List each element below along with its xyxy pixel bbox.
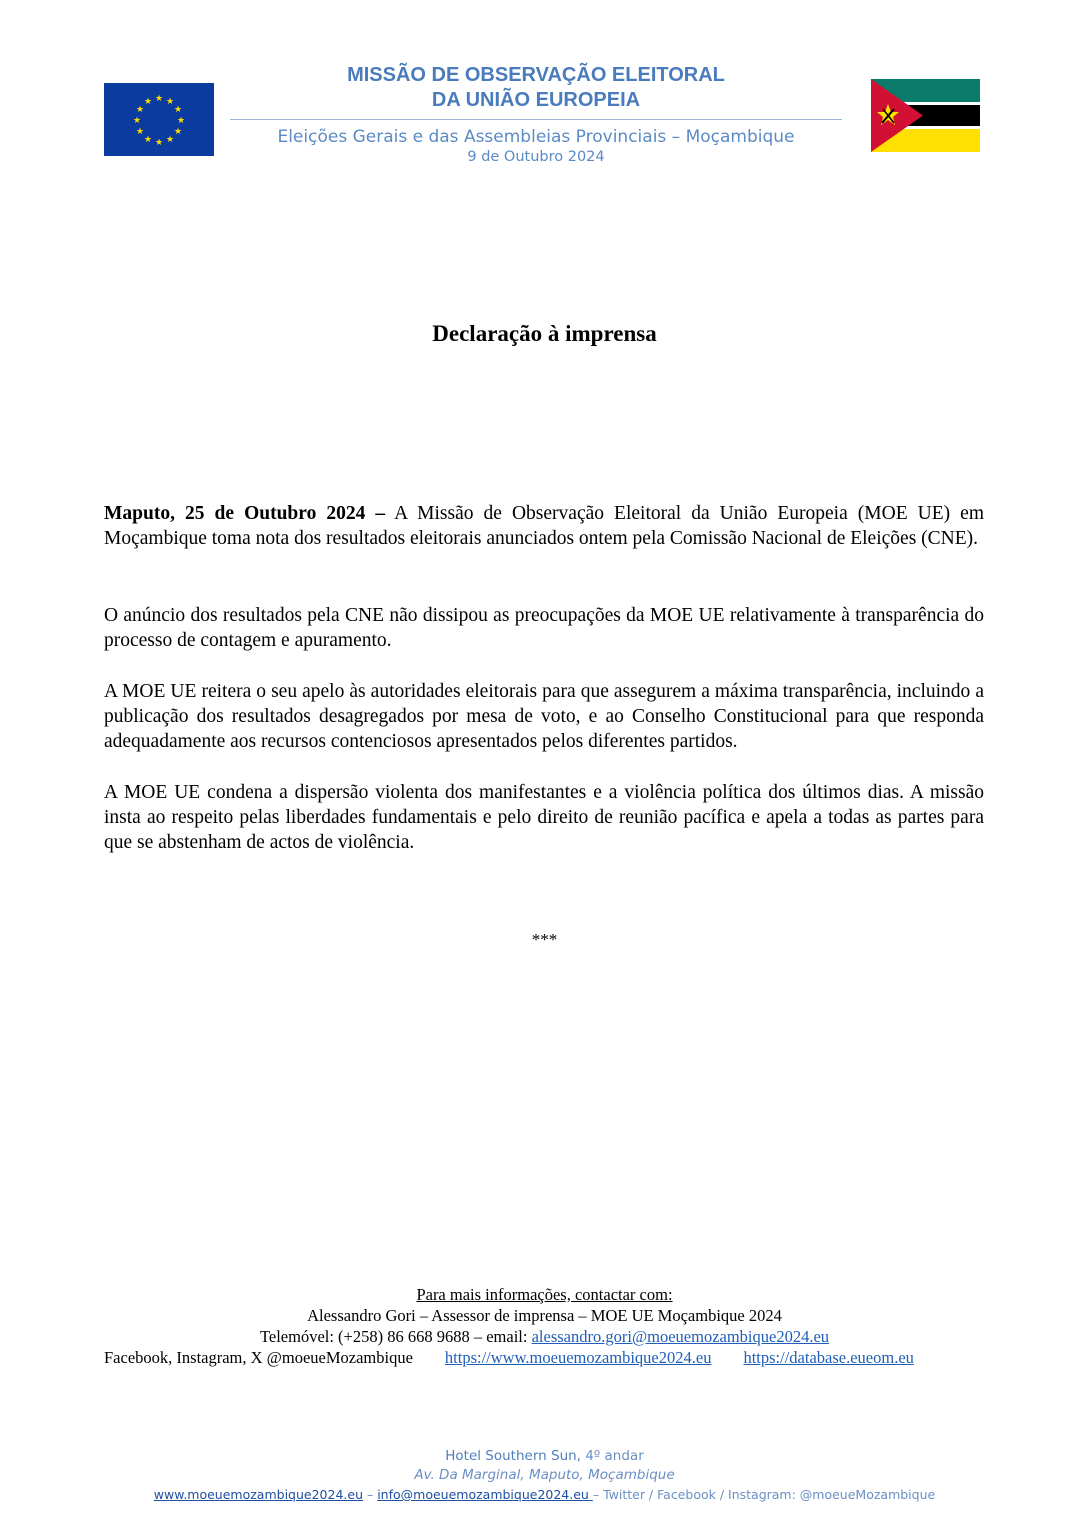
contact-phone-line: [0, 1326, 1089, 1347]
website-link[interactable]: https://www.moeuemozambique2024.eu: [444, 1348, 712, 1367]
mission-title-line1: MISSÃO DE OBSERVAÇÃO ELEITORAL: [347, 64, 725, 86]
election-subtitle: Eleições Gerais e das Assembleias Provinciais – Moçambique: [277, 127, 795, 147]
svg-text:★: ★: [135, 105, 145, 115]
election-date: 9 de Outubro 2024: [467, 149, 605, 165]
footer-social: Twitter / Facebook / Instagram: @moeueMozambique: [603, 1487, 936, 1502]
footer-address: Av. Da Marginal, Maputo, Moçambique: [414, 1467, 675, 1483]
contact-email-link[interactable]: alessandro.gori@moeuemozambique2024.eu: [531, 1327, 830, 1346]
mozambique-flag-logo: [871, 79, 980, 152]
paragraph-3: A MOE UE reitera o seu apelo às autoridades eleitorais para que assegurem a máxima transparência, incluindo a publicação dos resultados desagregados por mesa de voto, e ao Conselho Constitucional para que responda adequadamente aos recursos contenciosos apresentados pelos diferentes partidos.: [104, 681, 984, 752]
svg-text:★: ★: [173, 105, 183, 115]
mozambique-flag-icon: [871, 79, 980, 152]
footer-floor: 4º andar: [580, 1448, 644, 1464]
footer-sep-1: –: [363, 1487, 378, 1502]
svg-text:★: ★: [176, 116, 186, 126]
svg-text:★: ★: [154, 138, 164, 148]
contact-heading: Para mais informações, contactar com:: [416, 1285, 673, 1304]
eu-stars-icon: [104, 83, 214, 156]
paragraph-1: [104, 501, 984, 551]
svg-text:★: ★: [132, 116, 142, 126]
eu-flag-logo: [104, 83, 214, 156]
contact-phone: Telemóvel: (+258) 86 668 9688 – email:: [259, 1327, 532, 1346]
svg-text:★: ★: [135, 127, 145, 137]
paragraph-1-text: A Missão de Observação Eleitoral da União Europeia (MOE UE) em Moçambique toma nota dos resultados eleitorais anunciados ontem pela Comissão Nacional de Eleições (CNE).: [104, 503, 984, 549]
svg-text:★: ★: [165, 135, 175, 145]
contact-social: Facebook, Instagram, X @moeueMozambique: [104, 1348, 413, 1367]
header-divider: [230, 119, 842, 120]
contact-person: Alessandro Gori – Assessor de imprensa – MOE UE Moçambique 2024: [307, 1306, 782, 1325]
separator: ***: [531, 930, 558, 949]
svg-text:★: ★: [173, 127, 183, 137]
footer-website-link[interactable]: www.moeuemozambique2024.eu: [153, 1487, 363, 1502]
svg-text:★: ★: [154, 94, 164, 104]
svg-text:★: ★: [165, 97, 175, 107]
paragraph-4: A MOE UE condena a dispersão violenta dos manifestantes e a violência política dos últimos dias. A missão insta ao respeito pelas liberdades fundamentais e pelo direito de reunião pacífica e apela a todas as partes para que se abstenham de actos de violência.: [104, 782, 984, 853]
dateline: Maputo, 25 de Outubro 2024 –: [104, 503, 386, 524]
svg-text:★: ★: [143, 135, 153, 145]
footer-links: [0, 1485, 1089, 1504]
footer-hotel: [0, 1447, 1089, 1466]
footer-sep-2: –: [592, 1487, 604, 1502]
paragraph-2: O anúncio dos resultados pela CNE não dissipou as preocupações da MOE UE relativamente à transparência do processo de contagem e apuramento.: [104, 605, 984, 651]
document-title: Declaração à imprensa: [432, 321, 657, 346]
mission-title-line2: DA UNIÃO EUROPEIA: [431, 89, 641, 111]
footer-email-link[interactable]: info@moeuemozambique2024.eu: [377, 1487, 593, 1502]
database-link[interactable]: https://database.eueom.eu: [743, 1348, 914, 1367]
svg-text:★: ★: [143, 97, 153, 107]
contact-social-line: [104, 1348, 914, 1368]
footer-hotel-name: Hotel Southern Sun,: [445, 1448, 581, 1464]
